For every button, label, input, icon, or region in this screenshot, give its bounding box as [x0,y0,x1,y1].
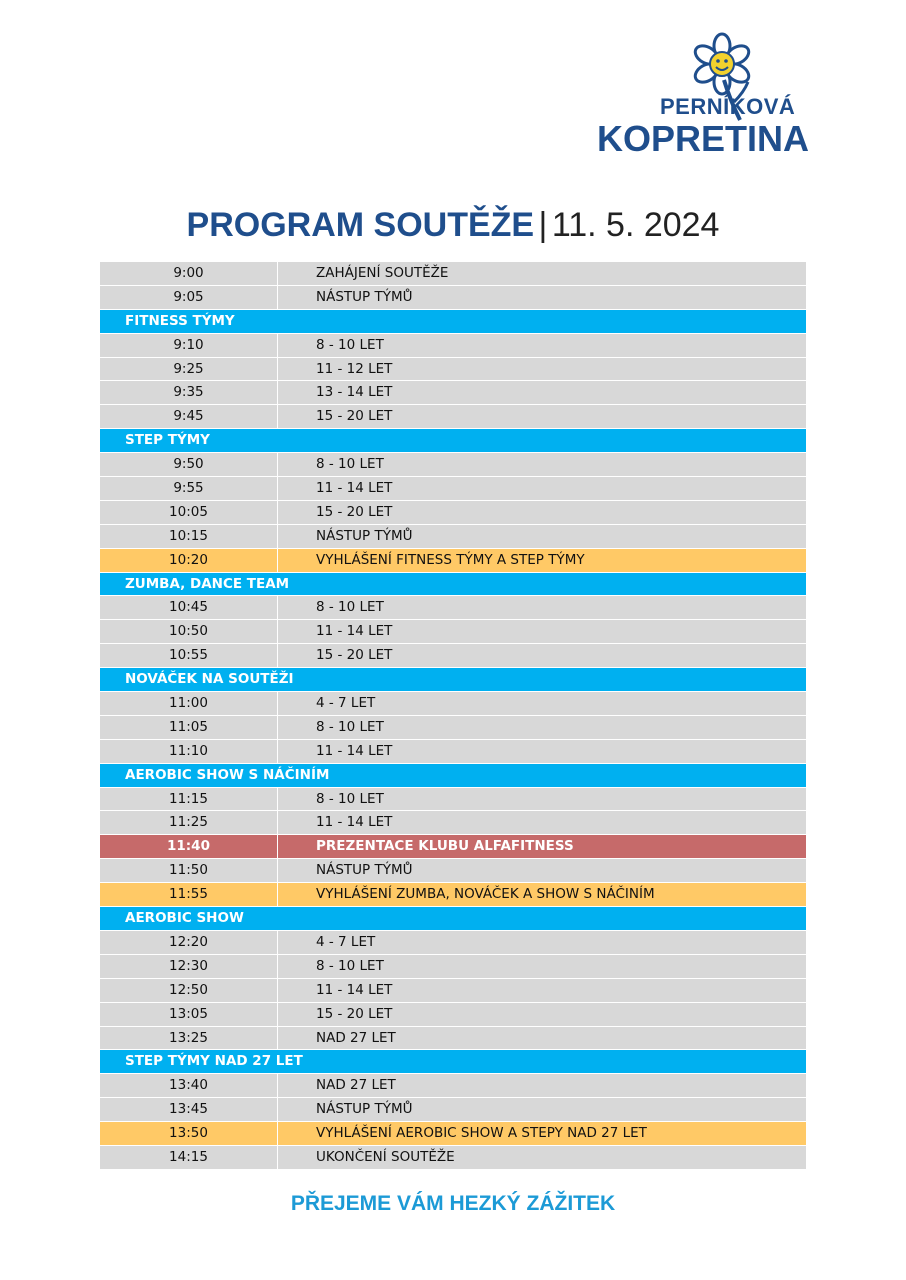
description-cell: ZAHÁJENÍ SOUTĚŽE [316,265,449,281]
schedule-row [100,453,806,477]
schedule-row [100,811,806,835]
time-cell: 11:15 [100,788,278,811]
schedule-row [100,477,806,501]
schedule-row [100,979,806,1003]
title-text: PROGRAM SOUTĚŽE [186,206,535,244]
time-cell: 13:45 [100,1098,278,1121]
section-header-row [100,573,806,597]
description-cell: 15 - 20 LET [316,1005,393,1022]
section-label: AEROBIC SHOW [125,910,244,927]
time-cell: 11:55 [100,883,278,906]
schedule-row [100,596,806,620]
schedule-row [100,931,806,955]
time-cell: 11:10 [100,740,278,763]
announcement-row [100,1122,806,1146]
time-cell: 10:20 [100,549,278,572]
time-cell: 11:50 [100,859,278,882]
description-cell: 11 - 12 LET [316,360,393,377]
description-cell: 8 - 10 LET [316,957,384,974]
description-cell: 11 - 14 LET [316,480,393,497]
page-title [0,206,906,245]
description-cell: NÁSTUP TÝMŮ [316,527,413,544]
schedule-row [100,1074,806,1098]
description-cell: 11 - 14 LET [316,623,393,640]
section-label: STEP TÝMY [125,432,210,449]
time-cell: 12:20 [100,931,278,954]
time-cell: 9:45 [100,405,278,428]
description-cell: 11 - 14 LET [316,742,393,759]
schedule-row [100,740,806,764]
time-cell: 11:40 [100,835,278,858]
schedule-row [100,1098,806,1122]
schedule-row [100,381,806,405]
description-cell: VYHLÁŠENÍ ZUMBA, NOVÁČEK A SHOW S NÁČINÍM [316,886,655,903]
announcement-row [100,549,806,573]
description-cell: NÁSTUP TÝMŮ [316,862,413,879]
description-cell: 15 - 20 LET [316,647,393,664]
description-cell: VYHLÁŠENÍ AEROBIC SHOW A STEPY NAD 27 LET [316,1125,647,1142]
section-header-row [100,310,806,334]
time-cell: 13:05 [100,1003,278,1026]
section-label: AEROBIC SHOW S NÁČINÍM [125,766,330,783]
section-label: STEP TÝMY NAD 27 LET [125,1053,303,1070]
description-cell: 8 - 10 LET [316,336,384,353]
description-cell: 4 - 7 LET [316,695,376,712]
schedule-row [100,955,806,979]
schedule-row [100,501,806,525]
section-header-row [100,429,806,453]
time-cell: 9:25 [100,358,278,381]
schedule-row [100,1146,806,1170]
time-cell: 10:50 [100,620,278,643]
time-cell: 12:30 [100,955,278,978]
description-cell: 8 - 10 LET [316,718,384,735]
time-cell: 10:05 [100,501,278,524]
description-cell: UKONČENÍ SOUTĚŽE [316,1148,455,1165]
time-cell: 12:50 [100,979,278,1002]
section-label: NOVÁČEK NA SOUTĚŽI [125,671,294,688]
schedule-row [100,859,806,883]
announcement-row [100,883,806,907]
section-header-row [100,907,806,931]
schedule-row [100,262,806,286]
description-cell: 11 - 14 LET [316,814,393,831]
schedule-table [100,262,806,1170]
description-cell: NAD 27 LET [316,1077,396,1094]
description-cell: NAD 27 LET [316,1029,396,1046]
footer-message: PŘEJEME VÁM HEZKÝ ZÁŽITEK [290,1192,616,1215]
description-cell: 8 - 10 LET [316,599,384,616]
section-header-row [100,668,806,692]
section-label: ZUMBA, DANCE TEAM [125,575,290,592]
description-cell: 4 - 7 LET [316,933,376,950]
time-cell: 9:00 [100,262,278,285]
time-cell: 10:55 [100,644,278,667]
logo-line-2: KOPRETINA [597,118,810,159]
schedule-row [100,716,806,740]
description-cell: 15 - 20 LET [316,503,393,520]
description-cell: VYHLÁŠENÍ FITNESS TÝMY A STEP TÝMY [316,551,585,568]
schedule-row [100,1027,806,1051]
time-cell: 11:25 [100,811,278,834]
description-cell: 11 - 14 LET [316,981,393,998]
highlight-row [100,835,806,859]
time-cell: 11:00 [100,692,278,715]
section-header-row [100,764,806,788]
schedule-row [100,286,806,310]
section-header-row [100,1050,806,1074]
section-label: FITNESS TÝMY [125,312,235,329]
description-cell: PREZENTACE KLUBU ALFAFITNESS [316,838,574,855]
title-separator: | [538,206,548,244]
description-cell: 8 - 10 LET [316,456,384,473]
time-cell: 9:10 [100,334,278,357]
time-cell: 11:05 [100,716,278,739]
description-cell: 13 - 14 LET [316,384,393,401]
time-cell: 9:35 [100,381,278,404]
title-date: 11. 5. 2024 [551,206,720,244]
description-cell: NÁSTUP TÝMŮ [316,288,413,305]
time-cell: 9:05 [100,286,278,309]
time-cell: 9:50 [100,453,278,476]
description-cell: 15 - 20 LET [316,408,393,425]
schedule-row [100,405,806,429]
schedule-row [100,358,806,382]
schedule-row [100,525,806,549]
schedule-row [100,788,806,812]
time-cell: 13:50 [100,1122,278,1145]
schedule-row [100,334,806,358]
schedule-row [100,644,806,668]
time-cell: 9:55 [100,477,278,500]
time-cell: 10:45 [100,596,278,619]
schedule-row [100,1003,806,1027]
description-cell: 8 - 10 LET [316,790,384,807]
schedule-row [100,692,806,716]
schedule-row [100,620,806,644]
time-cell: 13:25 [100,1027,278,1050]
description-cell: NÁSTUP TÝMŮ [316,1101,413,1118]
logo-line-1: PERNÍKOVÁ [660,94,796,119]
time-cell: 10:15 [100,525,278,548]
time-cell: 14:15 [100,1146,278,1169]
time-cell: 13:40 [100,1074,278,1097]
